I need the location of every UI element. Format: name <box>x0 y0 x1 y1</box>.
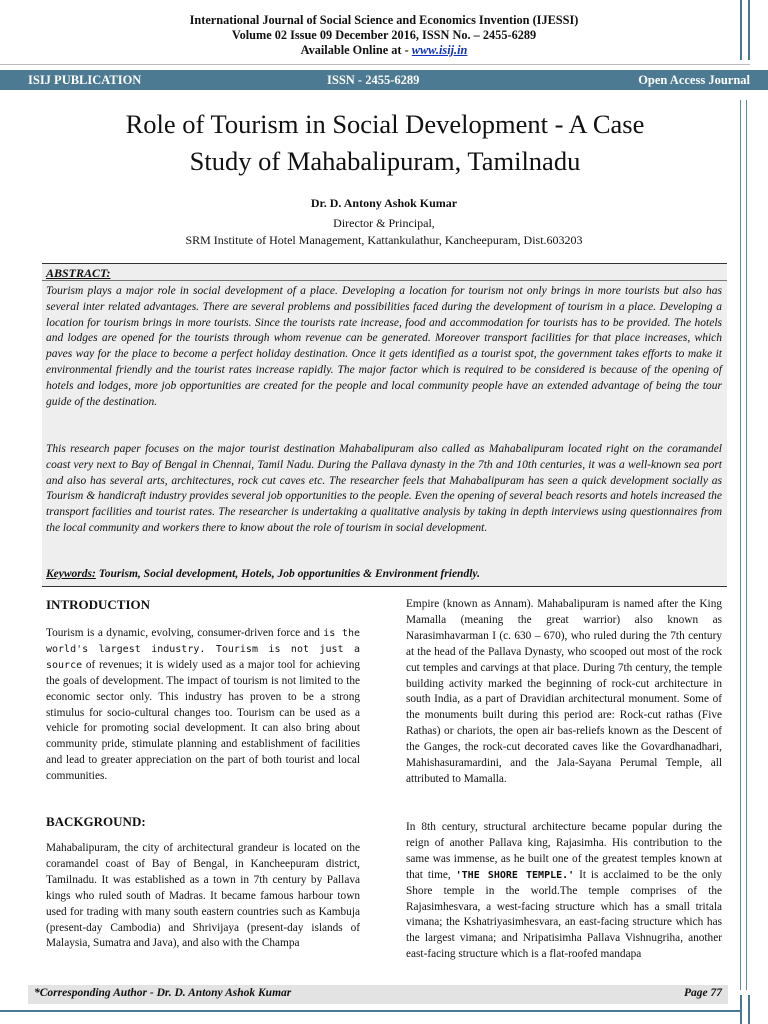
intro-text-rest: of revenues; it is widely used as a major tool for achieving the goals of development. The impact of tourism is not limited to the economic sector only. This industry has proven to be a strong stimulus for socio-cultural changes too. Tourism can be used as a vehicle for promoting social development. It can also bring about community pride, stimulate planning and establishment of facilities and lead to greater appreciation on the part of both tourist and local communities. <box>46 658 360 783</box>
keywords <box>46 568 480 580</box>
journal-name: International Journal of Social Science and Economics Invention (IJESSI) <box>189 13 579 27</box>
author-role: Director & Principal, <box>333 216 435 230</box>
header-divider <box>0 64 750 65</box>
abstract-paragraph: Tourism plays a major role in social development of a place. Developing a location for tourism not only brings in more tourists but also has several inter related advantages. There are several problems and possibilities faced during the development of tourism in a place. Developing a location for tourism brings in more tourists. Since the tourists rate increase, food and accommodation for tourists has to be provided. The hotels and lodges are opened for the tourists through whom revenue can be generated. Moreover transport facilities for that place increases, which paves way for the place to become a perfect holiday destination. Once it gets identified as a tourist spot, the government takes efforts to make it environmental friendly and the tourist rates increase rapidly. The major factor which is required to be considered is because of the opening of hotels and lodges, more job opportunities are created for the people and local community people have an extended advantage of being the tour guide of the destination. <box>46 285 722 408</box>
footer-divider <box>0 1010 740 1012</box>
abstract-label: ABSTRACT: <box>46 266 111 280</box>
border-line <box>748 995 750 1024</box>
journal-website-link[interactable]: www.isij.in <box>411 43 468 57</box>
title-line: Study of Mahabalipuram, Tamilnadu <box>189 146 581 176</box>
keywords-text: Tourism, Social development, Hotels, Job opportunities & Environment friendly. <box>95 568 480 580</box>
issn-label: ISSN - 2455-6289 <box>327 73 420 87</box>
author-name: Dr. D. Antony Ashok Kumar <box>310 196 458 210</box>
border-line <box>740 995 742 1024</box>
introduction-text <box>46 626 360 785</box>
abstract-divider <box>42 280 727 281</box>
intro-text-mono: is the world's largest industry. Tourism is not just a source <box>46 628 360 671</box>
availability-prefix: Available Online at - <box>300 43 412 57</box>
abstract-paragraph: This research paper focuses on the major tourist destination Mahabalipuram also called as Mahabalipuram located right on the coramandel coast very next to Bay of Bengal in Chennai, Tamil Nadu. During the Pallava dynasty in the 7th and 10th centuries, it was a well-known sea port and also has several arts, architectures, rock cut caves etc. The researcher feels that Mahabalipuram has seen a quick development socially as Tourism & handicraft industry provides several job opportunities to the people. Even the opening of several beach resorts and hotels increased the transport facilities and tourist rates. The researcher is undertaking a qualitative analysis by taking in depth interviews using questionnaires from the local community and workers there to know about the role of tourism in social development. <box>46 443 722 534</box>
border-line <box>748 0 750 60</box>
title-line: Role of Tourism in Social Development - A Case <box>125 109 645 139</box>
introduction-heading: INTRODUCTION <box>46 597 151 612</box>
shore-text-start: In 8th century, structural architecture became popular during the reign of another Pallava king, Rajasimha. His contribution to the same was immense, as he built one of the greatest temples known at that time, <box>406 821 722 881</box>
border-line <box>740 0 742 60</box>
intro-text-start: Tourism is a dynamic, evolving, consumer-driven force and <box>46 627 324 639</box>
access-label: Open Access Journal <box>638 73 750 87</box>
author-institution: SRM Institute of Hotel Management, Kattankulathur, Kancheepuram, Dist.603203 <box>185 233 583 247</box>
right-column-paragraph <box>406 820 722 963</box>
right-column-paragraph: Empire (known as Annam). Mahabalipuram is named after the King Mamalla (meaning the great warrior) also known as Narasimhavarman I (c. 630 – 670), who ruled during the 7th century at the head of the Pallava Dynasty, who scooped out most of the rock cut temples and carvings at that place. During 7th century, the temple building activity marked the beginning of rock-cut architecture in south India, as a part of Dravidian architectural monument. Some of the monuments built during this period are: Rock-cut rathas (Five Rathas) or chariots, the open air bas-reliefs known as the Descent of the Ganges, the rock-cut decorated caves like the Govardhanadhari, Mahishasuramardini, and the Jala-Sayana Perumal Temple, all attributed to Mamalla. <box>406 598 722 785</box>
volume-info: Volume 02 Issue 09 December 2016, ISSN No. – 2455-6289 <box>231 28 537 42</box>
keywords-label: Keywords: <box>46 568 96 580</box>
page-number: Page 77 <box>683 987 722 999</box>
paper-title <box>40 106 730 180</box>
background-text: Mahabalipuram, the city of architectural grandeur is located on the coramandel coast of Bay of Bengal, in Kancheepuram district, Tamilnadu. It was established as a town in 7th century by Pallava kings who ruled south of Madras. It became famous harbour town used for trading with many south eastern countries such as Kambuja (present-day Cambodia) and Shrivijaya (present-day islands of Malaysia, Sumatra and Java), and also with the Champa <box>46 842 360 950</box>
corresponding-author: *Corresponding Author - Dr. D. Antony Ashok Kumar <box>34 987 292 999</box>
availability-line <box>0 43 768 58</box>
publisher-label: ISIJ PUBLICATION <box>28 73 142 87</box>
publication-band <box>0 70 768 90</box>
shore-temple-name: 'THE SHORE TEMPLE.' <box>455 869 575 881</box>
shore-text-rest: It is acclaimed to be the only Shore temple in the world.The temple comprises of the Rajasimhesvara, a west-facing structure which has a small tritala vimana; the Kshatriyasimhesvara, an east-facing structure which has the largest vimana; and Nripatisimha Pallava Vishnugriha, another east-facing structure which is a flat-roofed mandapa <box>406 868 723 961</box>
journal-header <box>0 13 768 58</box>
background-heading: BACKGROUND: <box>46 814 146 829</box>
